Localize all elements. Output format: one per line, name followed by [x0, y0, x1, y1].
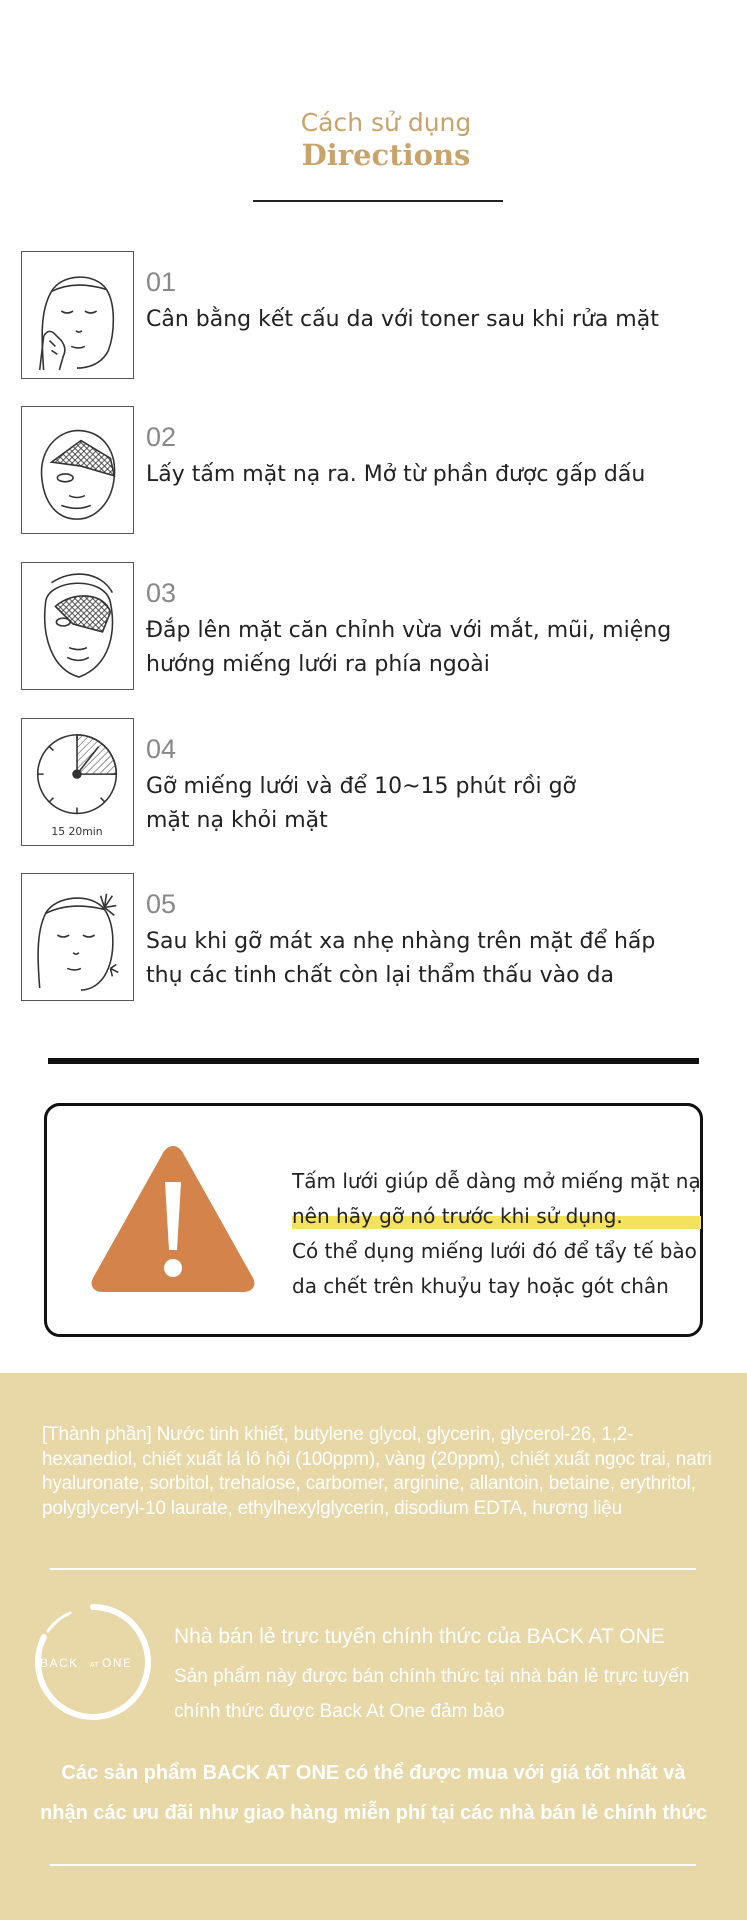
title-divider — [253, 200, 503, 202]
retailer-description: Sản phẩm này được bán chính thức tại nhà bán lẻ trực tuyến chính thức được Back At One đảm bảo — [174, 1666, 690, 1722]
warning-triangle-icon — [87, 1140, 259, 1294]
step-4 — [21, 718, 721, 848]
step-instruction: Đắp lên mặt căn chỉnh vừa với mắt, mũi, miệng hướng miếng lưới ra phía ngoài — [146, 618, 672, 677]
highlighted-warning: nên hãy gỡ nó trước khi sử dụng. — [292, 1199, 701, 1234]
page-title-en: Directions — [301, 138, 471, 172]
timer-icon — [21, 718, 134, 846]
page-title-vi: Cách sử dụng — [300, 108, 472, 137]
step-instruction: Gỡ miếng lưới và để 10~15 phút rồi gỡ mặt nạ khỏi mặt — [146, 774, 577, 833]
retailer-title: Nhà bán lẻ trực tuyến chính thức của BACK AT ONE — [174, 1625, 665, 1648]
step-number: 05 — [146, 889, 177, 919]
step-instruction: Sau khi gỡ mát xa nhẹ nhàng trên mặt để hấp thụ các tinh chất còn lại thẩm thấu vào da — [146, 929, 656, 988]
caution-box-frame — [44, 1103, 703, 1337]
step-1 — [21, 251, 721, 381]
step-number: 03 — [146, 578, 177, 608]
footer-divider-bottom — [50, 1864, 696, 1866]
apply-mask-icon — [21, 562, 134, 690]
ingredients-text: [Thành phần] Nước tinh khiết, butylene glycol, glycerin, glycerol-26, 1,2-hexanediol, chiết xuất lá lô hội (100ppm), vàng (20ppm), chiết xuất ngọc trai, natri hyaluronate, sorbitol, trehalose, carbomer, arginine, allantoin, betaine, erythritol, polyglyceryl-10 laurate, ethylhexylglycerin, disodium EDTA, hương liệu — [42, 1424, 712, 1519]
step-number: 01 — [146, 267, 177, 297]
toner-face-icon — [21, 251, 134, 379]
massage-face-icon — [21, 873, 134, 1001]
footer-divider — [50, 1568, 696, 1570]
step-instruction: Lấy tấm mặt nạ ra. Mở từ phần được gấp dấu — [146, 462, 646, 487]
logo-text-back: BACK — [40, 1656, 79, 1670]
brand-logo — [30, 1599, 156, 1725]
step-instruction: Cân bằng kết cấu da với toner sau khi rửa mặt — [146, 307, 659, 332]
step-5 — [21, 873, 721, 1003]
caution-text: Tấm lưới giúp dễ dàng mở miếng mặt nạ nên hãy gỡ nó trước khi sử dụng. Có thể dụng miếng lưới đó để tẩy tế bào da chết trên khuỷu tay hoặc gót chân — [292, 1169, 701, 1298]
step-number: 02 — [146, 422, 177, 452]
timer-label: 15 20min — [51, 825, 103, 839]
section-divider — [48, 1058, 699, 1064]
footer — [0, 1373, 747, 1920]
step-number: 04 — [146, 734, 177, 764]
folded-mask-icon — [21, 406, 134, 534]
step-2 — [21, 406, 721, 536]
logo-text-at: AT — [90, 1662, 99, 1669]
step-3 — [21, 562, 721, 692]
promo-text: Các sản phẩm BACK AT ONE có thể được mua với giá tốt nhất và nhận các ưu đãi như giao hàng miễn phí tại các nhà bán lẻ chính thức — [40, 1762, 707, 1824]
logo-text-one: ONE — [102, 1656, 133, 1670]
